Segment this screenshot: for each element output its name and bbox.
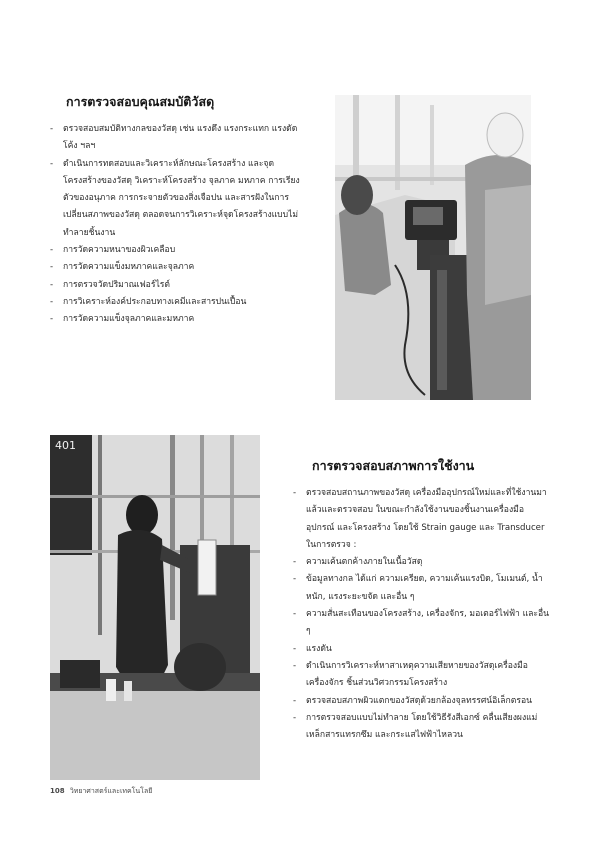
bullet-text: ตรวจสอบสภาพผิวแตกของวัสดุด้วยกล้องจุลทรรศน์อิเล็กตรอน [306,695,532,706]
bullet-dash-icon: - [50,245,54,256]
bullet-dash-icon: - [50,124,54,134]
bullet-dash-icon: - [50,296,54,307]
bullet-dash-icon: - [293,609,297,620]
bullet-text: ตรวจสอบสมบัติทางกลของวัสดุ เช่น แรงดึง แรงกระแทก แรงดัดโค้ง ฯลฯ [63,124,298,152]
bullet-item [50,242,300,259]
bullet-dash-icon: - [293,574,297,585]
bullet-item [293,658,555,693]
bullet-item [293,606,555,641]
bullet-item [293,641,555,658]
bullet-text: การวัดความแข็งมหภาคและจุลภาค [63,262,195,273]
bullet-item [293,571,555,606]
bullet-text: ดำเนินการวิเคราะห์หาสาเหตุความเสียหายของวัสดุเครื่องมือเครื่องจักร ชิ้นส่วนวิศวกรรมโครงสร้าง [306,660,528,689]
bullet-item [293,485,555,554]
bullet-text: ตรวจสอบสถานภาพของวัสดุ เครื่องมืออุปกรณ์ใหม่และที่ใช้งานมาแล้วและตรวจสอบ ในขณะกำลังใช้งานของชิ้นงานเครื่องมือ อุปกรณ์ และโครงสร้าง โดยใช้ Strain gauge และ Transducer ในการตรวจ : [306,488,547,550]
usage-condition-list [293,485,555,744]
bullet-dash-icon: - [293,660,297,671]
bullet-dash-icon: - [50,314,54,325]
bullet-item [50,156,300,242]
technician-at-industrial-site-photo [50,435,260,780]
bullet-item [50,294,300,311]
bullet-text: การวิเคราะห์องค์ประกอบทางเคมีและสารปนเปื้อน [63,296,247,307]
bullet-dash-icon: - [293,712,297,723]
bullet-text: ความเค้นตกค้างภายในเนื้อวัสดุ [306,557,423,568]
bullet-dash-icon: - [293,695,297,706]
bullet-item [50,311,300,328]
bullet-text: การตรวจวัดปริมาณเฟอร์ไรต์ [63,279,170,290]
bullet-dash-icon: - [293,557,297,568]
section-heading-usage-condition: การตรวจสอบสภาพการใช้งาน [312,458,475,473]
bullet-text: การวัดความแข็งจุลภาคและมหภาค [63,314,195,325]
bullet-item [50,277,300,294]
bullet-text: การตรวจสอบแบบไม่ทำลาย โดยใช้วิธีรังสีเอกซ์ คลื่นเสียงผงแม่เหล็กสารแทรกซึม และกระแสไฟฟ้าไหลวน [306,712,538,741]
bullet-text: แรงดัน [306,643,332,654]
page-footer [50,786,152,797]
material-properties-list [50,121,300,329]
site-sign-number: 401 [55,439,76,452]
bullet-item [293,693,555,710]
bullet-dash-icon: - [50,158,54,169]
bullet-item [50,121,300,156]
section-heading-material-properties: การตรวจสอบคุณสมบัติวัสดุ [66,94,215,109]
bullet-dash-icon: - [50,279,54,290]
bullet-text: ดำเนินการทดสอบและวิเคราะห์ลักษณะโครงสร้าง และจุดโครงสร้างของวัสดุ วิเคราะห์โครงสร้าง จุลภาค มหภาค การเรียงตัวของอนุภาค การกระจายตัวของสิ่งเจือปน และสารฝังในการเปลี่ยนสภาพของวัสดุ ตลอดจนการวิเคราะห์จุดโครงสร้างแบบไม่ทำลายชิ้นงาน [63,158,300,238]
bullet-text: ความสั่นสะเทือนของโครงสร้าง, เครื่องจักร, มอเตอร์ไฟฟ้า และอื่น ๆ [306,609,550,637]
bullet-dash-icon: - [50,262,54,273]
bullet-dash-icon: - [293,643,297,654]
bullet-text: ข้อมูลทางกล ได้แก่ ความเครียด, ความเค้นแรงบิด, โมเมนต์, น้ำหนัก, แรงระยะขจัด และอื่น ๆ [306,574,543,602]
bullet-dash-icon: - [293,488,297,498]
engineers-with-test-equipment-photo [335,95,531,400]
bullet-item [293,554,555,571]
footer-text: วิทยาศาสตร์และเทคโนโลยี [69,787,153,795]
page-number: 108 [50,787,65,795]
bullet-text: การวัดความหนาของผิวเคลือบ [63,245,176,256]
bullet-item [293,710,555,745]
bullet-item [50,259,300,276]
